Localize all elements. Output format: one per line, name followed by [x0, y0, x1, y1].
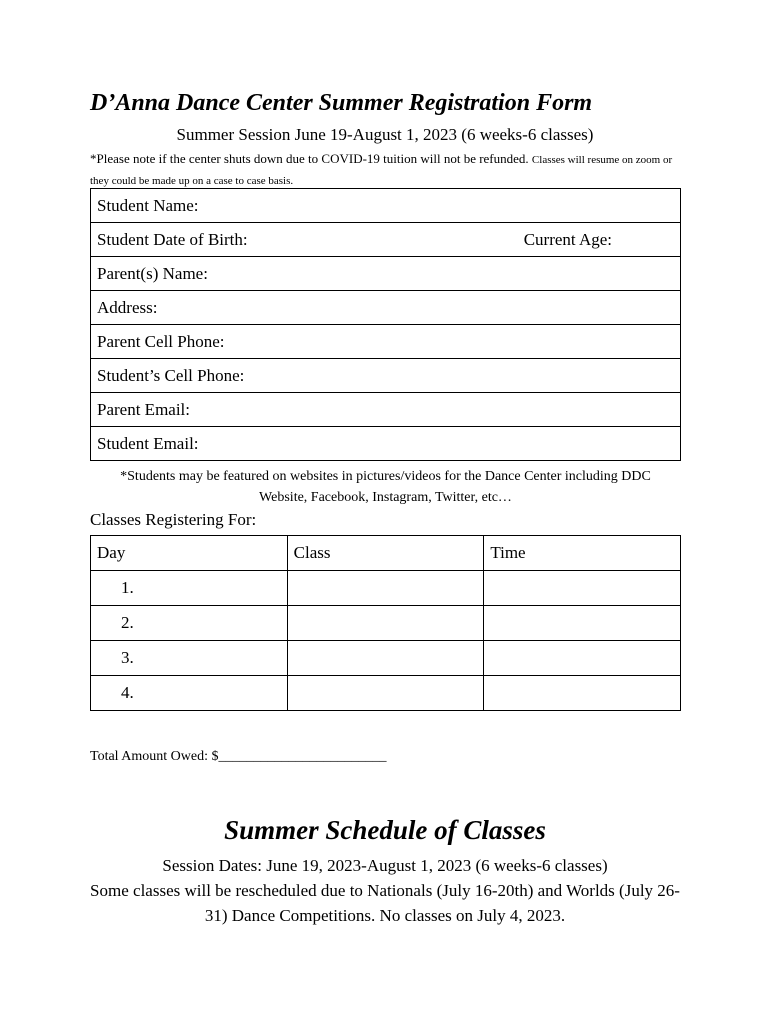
address-row[interactable] — [91, 291, 681, 325]
student-phone-row[interactable] — [91, 359, 681, 393]
form-title: D’Anna Dance Center Summer Registration Form — [90, 90, 593, 116]
parent-phone-field[interactable]: Parent Cell Phone: — [91, 325, 681, 359]
time-cell[interactable] — [484, 571, 681, 606]
parent-phone-row[interactable] — [91, 325, 681, 359]
student-dob-label: Student Date of Birth: — [97, 229, 248, 249]
schedule-details — [80, 853, 690, 928]
class-cell[interactable] — [287, 641, 484, 676]
student-name-field[interactable]: Student Name: — [91, 189, 681, 223]
covid-note-text: *Please note if the center shuts down due to COVID-19 tuition will not be refunded. — [90, 151, 529, 166]
classes-table — [90, 535, 681, 711]
media-note-line-2: Website, Facebook, Instagram, Twitter, etc… — [259, 490, 512, 505]
current-age-label: Current Age: — [523, 229, 612, 249]
student-email-row[interactable] — [91, 427, 681, 461]
class-cell[interactable] — [287, 676, 484, 711]
schedule-title: Summer Schedule of Classes — [224, 815, 546, 845]
media-release-note — [90, 466, 681, 508]
time-cell[interactable] — [484, 606, 681, 641]
session-dates: Session Dates: June 19, 2023-August 1, 2023 (6 weeks-6 classes) — [162, 856, 608, 875]
table-row — [91, 571, 681, 606]
table-row — [91, 606, 681, 641]
row-number[interactable]: 4. — [91, 676, 288, 711]
row-number[interactable]: 2. — [91, 606, 288, 641]
student-phone-field[interactable]: Student’s Cell Phone: — [91, 359, 681, 393]
address-field[interactable]: Address: — [91, 291, 681, 325]
student-dob-field[interactable] — [91, 223, 681, 257]
table-row — [91, 641, 681, 676]
parent-email-row[interactable] — [91, 393, 681, 427]
column-header-day: Day — [91, 536, 288, 571]
total-amount-owed[interactable]: Total Amount Owed: $________________________ — [90, 749, 387, 764]
student-name-row[interactable] — [91, 189, 681, 223]
student-info-table — [90, 188, 681, 461]
reschedule-note: Some classes will be rescheduled due to Nationals (July 16-20th) and Worlds (July 26-31) Dance Competitions. No classes on July 4, 2023. — [90, 881, 680, 925]
media-note-line-1: *Students may be featured on websites in pictures/videos for the Dance Center including DDC — [120, 469, 651, 484]
student-email-field[interactable]: Student Email: — [91, 427, 681, 461]
covid-note-small-text: Classes will resume on zoom or they could be made up on a case to case basis. — [90, 154, 673, 187]
column-header-class: Class — [287, 536, 484, 571]
class-cell[interactable] — [287, 606, 484, 641]
time-cell[interactable] — [484, 641, 681, 676]
classes-heading: Classes Registering For: — [90, 510, 257, 529]
student-dob-row[interactable] — [91, 223, 681, 257]
row-number[interactable]: 1. — [91, 571, 288, 606]
class-cell[interactable] — [287, 571, 484, 606]
parent-name-row[interactable] — [91, 257, 681, 291]
parent-name-field[interactable]: Parent(s) Name: — [91, 257, 681, 291]
column-header-time: Time — [484, 536, 681, 571]
time-cell[interactable] — [484, 676, 681, 711]
parent-email-field[interactable]: Parent Email: — [91, 393, 681, 427]
covid-note — [90, 149, 690, 191]
session-subtitle: Summer Session June 19-August 1, 2023 (6 weeks-6 classes) — [176, 125, 594, 144]
classes-header-row — [91, 536, 681, 571]
row-number[interactable]: 3. — [91, 641, 288, 676]
table-row — [91, 676, 681, 711]
